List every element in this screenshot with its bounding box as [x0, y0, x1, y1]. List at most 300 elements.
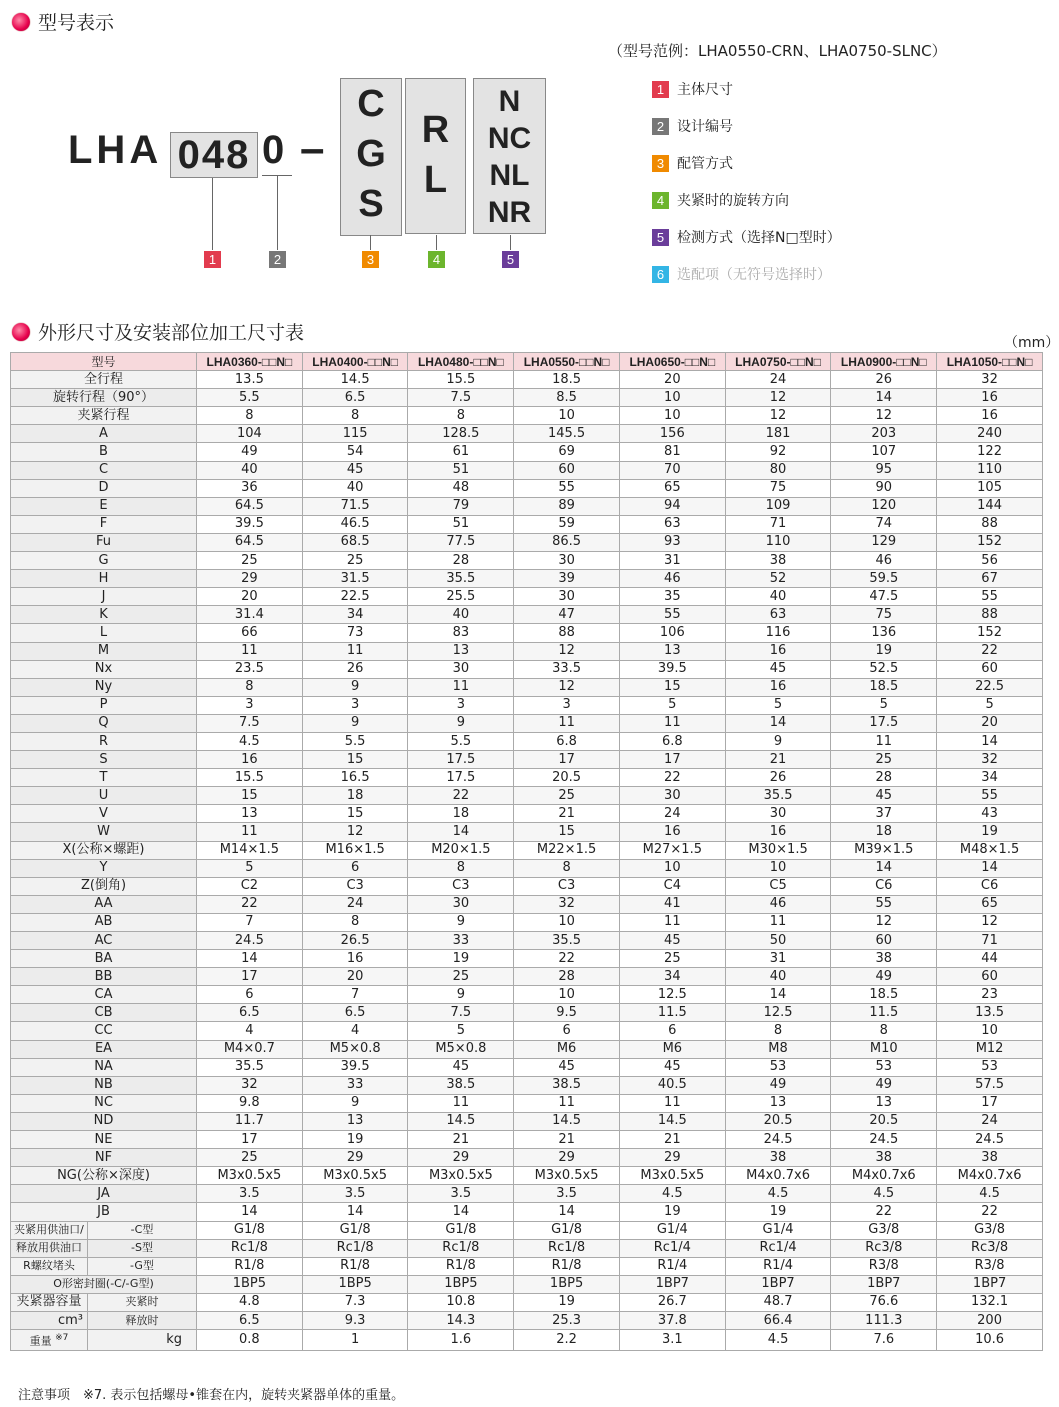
cell: 23.5	[197, 660, 303, 678]
cell: 3.1	[619, 1330, 725, 1351]
row-unit: cm³	[11, 1311, 88, 1329]
cell: 13.5	[937, 1004, 1043, 1022]
cell: 35.5	[514, 932, 620, 950]
piping-option: C	[357, 83, 385, 125]
cell: 18.5	[831, 678, 937, 696]
cell: 24	[725, 371, 831, 389]
cell: 9	[408, 714, 514, 732]
cell: 8	[197, 678, 303, 696]
cell: 35.5	[197, 1058, 303, 1076]
legend-text: 设计编号	[677, 119, 733, 135]
cell: 1BP5	[197, 1275, 303, 1293]
cell: 49	[725, 1076, 831, 1094]
cell: 66	[197, 624, 303, 642]
cell: Rc1/8	[302, 1239, 408, 1257]
cell: 11	[197, 823, 303, 841]
cell: 11	[514, 1094, 620, 1112]
row-label: Ny	[11, 678, 197, 696]
cell: 8	[514, 859, 620, 877]
legend-item	[652, 227, 841, 247]
footnote: 注意事项 ※7. 表示包括螺母•锥套在内，旋转夹紧器单体的重量。	[18, 1388, 405, 1403]
cell: 14	[302, 1203, 408, 1221]
table-row	[11, 1022, 1043, 1040]
cell: 1BP7	[831, 1275, 937, 1293]
cell: 11.5	[619, 1004, 725, 1022]
legend-marker: 4	[652, 192, 669, 209]
cell: 21	[725, 751, 831, 769]
row-sublabel: 释放时	[88, 1311, 197, 1329]
section-title: 外形尺寸及安装部位加工尺寸表	[38, 322, 305, 344]
row-label: NC	[11, 1094, 197, 1112]
legend-item	[652, 116, 733, 136]
cell: 83	[408, 624, 514, 642]
row-label: U	[11, 787, 197, 805]
cell: 30	[408, 895, 514, 913]
connector-line	[212, 178, 213, 250]
cell: R1/8	[197, 1257, 303, 1275]
cell: Rc3/8	[937, 1239, 1043, 1257]
cell: M3x0.5x5	[197, 1167, 303, 1185]
cell: 12	[831, 407, 937, 425]
cell: 70	[619, 461, 725, 479]
cell: 60	[937, 968, 1043, 986]
cell: 94	[619, 497, 725, 515]
cell: G3/8	[831, 1221, 937, 1239]
cell: 12	[302, 823, 408, 841]
cell: 46.5	[302, 515, 408, 533]
cell: 40	[725, 588, 831, 606]
cell: 38.5	[408, 1076, 514, 1094]
table-row	[11, 1167, 1043, 1185]
cell: 5	[937, 696, 1043, 714]
table-row	[11, 1004, 1043, 1022]
cell: 3	[408, 696, 514, 714]
cell: M16×1.5	[302, 841, 408, 859]
table-row	[11, 1311, 1043, 1329]
cell: 9	[725, 732, 831, 750]
cell: 13	[619, 642, 725, 660]
table-row	[11, 841, 1043, 859]
cell: 26	[725, 769, 831, 787]
cell: 3	[197, 696, 303, 714]
cell: 7.5	[408, 1004, 514, 1022]
cell: M3x0.5x5	[514, 1167, 620, 1185]
cell: 20	[937, 714, 1043, 732]
cell: 28	[831, 769, 937, 787]
cell: 152	[937, 624, 1043, 642]
table-row	[11, 1257, 1043, 1275]
cell: M27×1.5	[619, 841, 725, 859]
cell: 32	[937, 371, 1043, 389]
cell: M6	[514, 1040, 620, 1058]
cell: 36	[197, 479, 303, 497]
cell: 30	[514, 552, 620, 570]
table-row	[11, 515, 1043, 533]
cell: 6.5	[197, 1311, 303, 1329]
model-header: LHA0400-□□N□	[302, 353, 408, 371]
legend-item	[652, 264, 831, 284]
table-row	[11, 968, 1043, 986]
piping-option: S	[358, 183, 384, 225]
cell: 11.7	[197, 1112, 303, 1130]
cell: 68.5	[302, 533, 408, 551]
cell: 9	[302, 714, 408, 732]
cell: 152	[937, 533, 1043, 551]
cell: 63	[725, 606, 831, 624]
cell: 35.5	[408, 570, 514, 588]
row-label	[11, 1330, 88, 1351]
cell: 19	[408, 950, 514, 968]
row-label: R螺纹堵头	[11, 1257, 88, 1275]
row-label: NA	[11, 1058, 197, 1076]
cell: 79	[408, 497, 514, 515]
cell: M5×0.8	[408, 1040, 514, 1058]
cell: 57.5	[937, 1076, 1043, 1094]
cell: Rc3/8	[831, 1239, 937, 1257]
table-row	[11, 1131, 1043, 1149]
table-row	[11, 552, 1043, 570]
cell: 88	[937, 515, 1043, 533]
cell: 89	[514, 497, 620, 515]
cell: 9	[302, 1094, 408, 1112]
cell: 21	[619, 1131, 725, 1149]
code-prefix: LHA	[68, 128, 163, 172]
model-header: LHA0360-□□N□	[197, 353, 303, 371]
cell: 26.7	[619, 1293, 725, 1311]
cell: 9	[408, 986, 514, 1004]
cell: 144	[937, 497, 1043, 515]
detect-option: NC	[487, 122, 532, 155]
cell: 22	[619, 769, 725, 787]
cell: G1/8	[408, 1221, 514, 1239]
cell: R1/4	[619, 1257, 725, 1275]
cell: 33.5	[514, 660, 620, 678]
row-label: NF	[11, 1149, 197, 1167]
cell: 15	[197, 787, 303, 805]
rotation-option: L	[423, 159, 448, 201]
piping-option: G	[356, 133, 386, 175]
table-row	[11, 678, 1043, 696]
cell: 20.5	[725, 1112, 831, 1130]
cell: 9.3	[302, 1311, 408, 1329]
cell: 24	[937, 1112, 1043, 1130]
model-header: LHA0650-□□N□	[619, 353, 725, 371]
cell: 48.7	[725, 1293, 831, 1311]
cell: 33	[408, 932, 514, 950]
cell: 25	[408, 968, 514, 986]
row-label: Q	[11, 714, 197, 732]
cell: 4.5	[725, 1185, 831, 1203]
cell: 129	[831, 533, 937, 551]
weight-note: ※7	[55, 1333, 69, 1344]
cell: 14.3	[408, 1311, 514, 1329]
cell: 6	[302, 859, 408, 877]
cell: R1/4	[725, 1257, 831, 1275]
legend-text: 配管方式	[677, 156, 733, 172]
table-row	[11, 823, 1043, 841]
row-label: C	[11, 461, 197, 479]
cell: 22	[937, 1203, 1043, 1221]
cell: 45	[619, 1058, 725, 1076]
cell: 3.5	[302, 1185, 408, 1203]
table-row	[11, 588, 1043, 606]
cell: 71	[937, 932, 1043, 950]
cell: 3.5	[197, 1185, 303, 1203]
cell: 45	[831, 787, 937, 805]
cell: 30	[725, 805, 831, 823]
table-row	[11, 714, 1043, 732]
legend-marker: 5	[652, 229, 669, 246]
cell: 6.5	[302, 389, 408, 407]
cell: 17.5	[408, 769, 514, 787]
cell: 16	[937, 407, 1043, 425]
cell: 40.5	[619, 1076, 725, 1094]
legend-item	[652, 153, 733, 173]
cell: 10	[619, 389, 725, 407]
cell: M4x0.7x6	[831, 1167, 937, 1185]
cell: M8	[725, 1040, 831, 1058]
cell: 20	[619, 371, 725, 389]
cell: 81	[619, 443, 725, 461]
table-row	[11, 479, 1043, 497]
cell: 26	[302, 660, 408, 678]
cell: 25	[619, 950, 725, 968]
cell: M10	[831, 1040, 937, 1058]
cell: 1BP7	[937, 1275, 1043, 1293]
marker-5: 5	[502, 251, 519, 268]
cell: 5.5	[408, 732, 514, 750]
table-row	[11, 932, 1043, 950]
cell: 54	[302, 443, 408, 461]
cell: 55	[619, 606, 725, 624]
cell: C6	[831, 877, 937, 895]
row-label: O形密封圈(-C/-G型)	[11, 1275, 197, 1293]
weight-label: 重量	[29, 1334, 52, 1348]
cell: 92	[725, 443, 831, 461]
cell: 55	[514, 479, 620, 497]
table-row	[11, 1239, 1043, 1257]
cell: 30	[619, 787, 725, 805]
cell: 67	[937, 570, 1043, 588]
cell: 59	[514, 515, 620, 533]
cell: 30	[514, 588, 620, 606]
cell: 12	[725, 407, 831, 425]
cell: 40	[302, 479, 408, 497]
cell: 33	[302, 1076, 408, 1094]
cell: 61	[408, 443, 514, 461]
row-label: NG(公称×深度)	[11, 1167, 197, 1185]
cell: 7.6	[831, 1330, 937, 1351]
cell: 53	[831, 1058, 937, 1076]
cell: 11	[725, 913, 831, 931]
cell: M30×1.5	[725, 841, 831, 859]
cell: 77.5	[408, 533, 514, 551]
cell: 4.5	[619, 1185, 725, 1203]
cell: 18	[408, 805, 514, 823]
table-header-row	[11, 353, 1043, 371]
table-row	[11, 895, 1043, 913]
legend-item	[652, 190, 789, 210]
cell: 4	[197, 1022, 303, 1040]
row-label: Z(倒角)	[11, 877, 197, 895]
cell: 93	[619, 533, 725, 551]
cell: 22	[937, 642, 1043, 660]
cell: G1/4	[619, 1221, 725, 1239]
row-label: CC	[11, 1022, 197, 1040]
cell: 136	[831, 624, 937, 642]
cell: 39	[514, 570, 620, 588]
legend-marker: 6	[652, 266, 669, 283]
cell: 17	[514, 751, 620, 769]
cell: 4.5	[831, 1185, 937, 1203]
cell: 22	[831, 1203, 937, 1221]
cell: M3x0.5x5	[408, 1167, 514, 1185]
row-label: CA	[11, 986, 197, 1004]
table-row	[11, 1293, 1043, 1311]
cell: 34	[302, 606, 408, 624]
cell: 11	[302, 642, 408, 660]
cell: 4	[302, 1022, 408, 1040]
table-row	[11, 371, 1043, 389]
cell: 109	[725, 497, 831, 515]
cell: 14	[197, 950, 303, 968]
row-label: CB	[11, 1004, 197, 1022]
cell: 45	[514, 1058, 620, 1076]
row-label: F	[11, 515, 197, 533]
legend-text: 选配项（无符号选择时）	[677, 267, 831, 283]
cell: 128.5	[408, 425, 514, 443]
cell: 13	[302, 1112, 408, 1130]
cell: 63	[619, 515, 725, 533]
cell: 110	[937, 461, 1043, 479]
table-row	[11, 660, 1043, 678]
cell: 52	[725, 570, 831, 588]
cell: 25	[831, 751, 937, 769]
cell: 1BP7	[725, 1275, 831, 1293]
cell: 22.5	[302, 588, 408, 606]
cell: 16	[197, 751, 303, 769]
cell: M22×1.5	[514, 841, 620, 859]
cell: 3	[302, 696, 408, 714]
cell: 6.5	[197, 1004, 303, 1022]
cell: 15.5	[408, 371, 514, 389]
row-label: G	[11, 552, 197, 570]
cell: 104	[197, 425, 303, 443]
legend-text: 检测方式（选择N□型时）	[677, 230, 841, 246]
row-label: Nx	[11, 660, 197, 678]
cell: 111.3	[831, 1311, 937, 1329]
section-bullet-icon	[12, 323, 30, 341]
code-dash: –	[300, 124, 325, 173]
cell: 17.5	[831, 714, 937, 732]
connector-line	[370, 235, 371, 250]
table-row	[11, 913, 1043, 931]
row-label: M	[11, 642, 197, 660]
cell: 23	[937, 986, 1043, 1004]
cell: 8	[197, 407, 303, 425]
cell: 46	[725, 895, 831, 913]
table-row	[11, 1058, 1043, 1076]
row-label: 释放用供油口	[11, 1239, 88, 1257]
cell: 9.5	[514, 1004, 620, 1022]
marker-4: 4	[428, 251, 445, 268]
table-row	[11, 787, 1043, 805]
cell: 86.5	[514, 533, 620, 551]
cell: 16	[302, 950, 408, 968]
section-model-code-header	[12, 8, 114, 35]
cell: 21	[514, 805, 620, 823]
row-label: NE	[11, 1131, 197, 1149]
table-row	[11, 570, 1043, 588]
cell: 39.5	[197, 515, 303, 533]
cell: 1	[302, 1330, 408, 1351]
table-row	[11, 877, 1043, 895]
cell: 22	[514, 950, 620, 968]
table-row	[11, 769, 1043, 787]
cell: 106	[619, 624, 725, 642]
cell: 12	[514, 642, 620, 660]
cell: 25	[197, 1149, 303, 1167]
table-row	[11, 1112, 1043, 1130]
cell: 6.5	[302, 1004, 408, 1022]
cell: 15	[302, 751, 408, 769]
cell: 31	[619, 552, 725, 570]
cell: 21	[514, 1131, 620, 1149]
cell: 200	[937, 1311, 1043, 1329]
cell: 12	[937, 913, 1043, 931]
cell: 38.5	[514, 1076, 620, 1094]
cell: 181	[725, 425, 831, 443]
cell: 29	[197, 570, 303, 588]
cell: 14.5	[514, 1112, 620, 1130]
cell: 11	[408, 1094, 514, 1112]
cell: 107	[831, 443, 937, 461]
cell: 22	[408, 787, 514, 805]
cell: C6	[937, 877, 1043, 895]
cell: 5	[619, 696, 725, 714]
cell: 9	[408, 913, 514, 931]
cell: C3	[408, 877, 514, 895]
cell: 15.5	[197, 769, 303, 787]
cell: 25	[302, 552, 408, 570]
table-row	[11, 1185, 1043, 1203]
cell: 115	[302, 425, 408, 443]
cell: 116	[725, 624, 831, 642]
cell: 12.5	[725, 1004, 831, 1022]
legend-text: 主体尺寸	[677, 82, 733, 98]
unit-label: （mm）	[1004, 335, 1059, 351]
table-row	[11, 497, 1043, 515]
code-rotation-box	[405, 78, 466, 234]
row-label: BA	[11, 950, 197, 968]
cell: 40	[725, 968, 831, 986]
section-title: 型号表示	[38, 12, 115, 34]
cell: 16	[725, 678, 831, 696]
table-row	[11, 389, 1043, 407]
cell: Rc1/4	[619, 1239, 725, 1257]
cell: 9	[302, 678, 408, 696]
cell: 1BP5	[408, 1275, 514, 1293]
legend-text: 夹紧时的旋转方向	[677, 193, 789, 209]
row-label: NB	[11, 1076, 197, 1094]
cell: 19	[514, 1293, 620, 1311]
table-row	[11, 1330, 1043, 1351]
cell: 14.5	[619, 1112, 725, 1130]
detect-option: NR	[487, 196, 532, 229]
cell: 24	[302, 895, 408, 913]
cell: 17	[619, 751, 725, 769]
cell: 19	[831, 642, 937, 660]
